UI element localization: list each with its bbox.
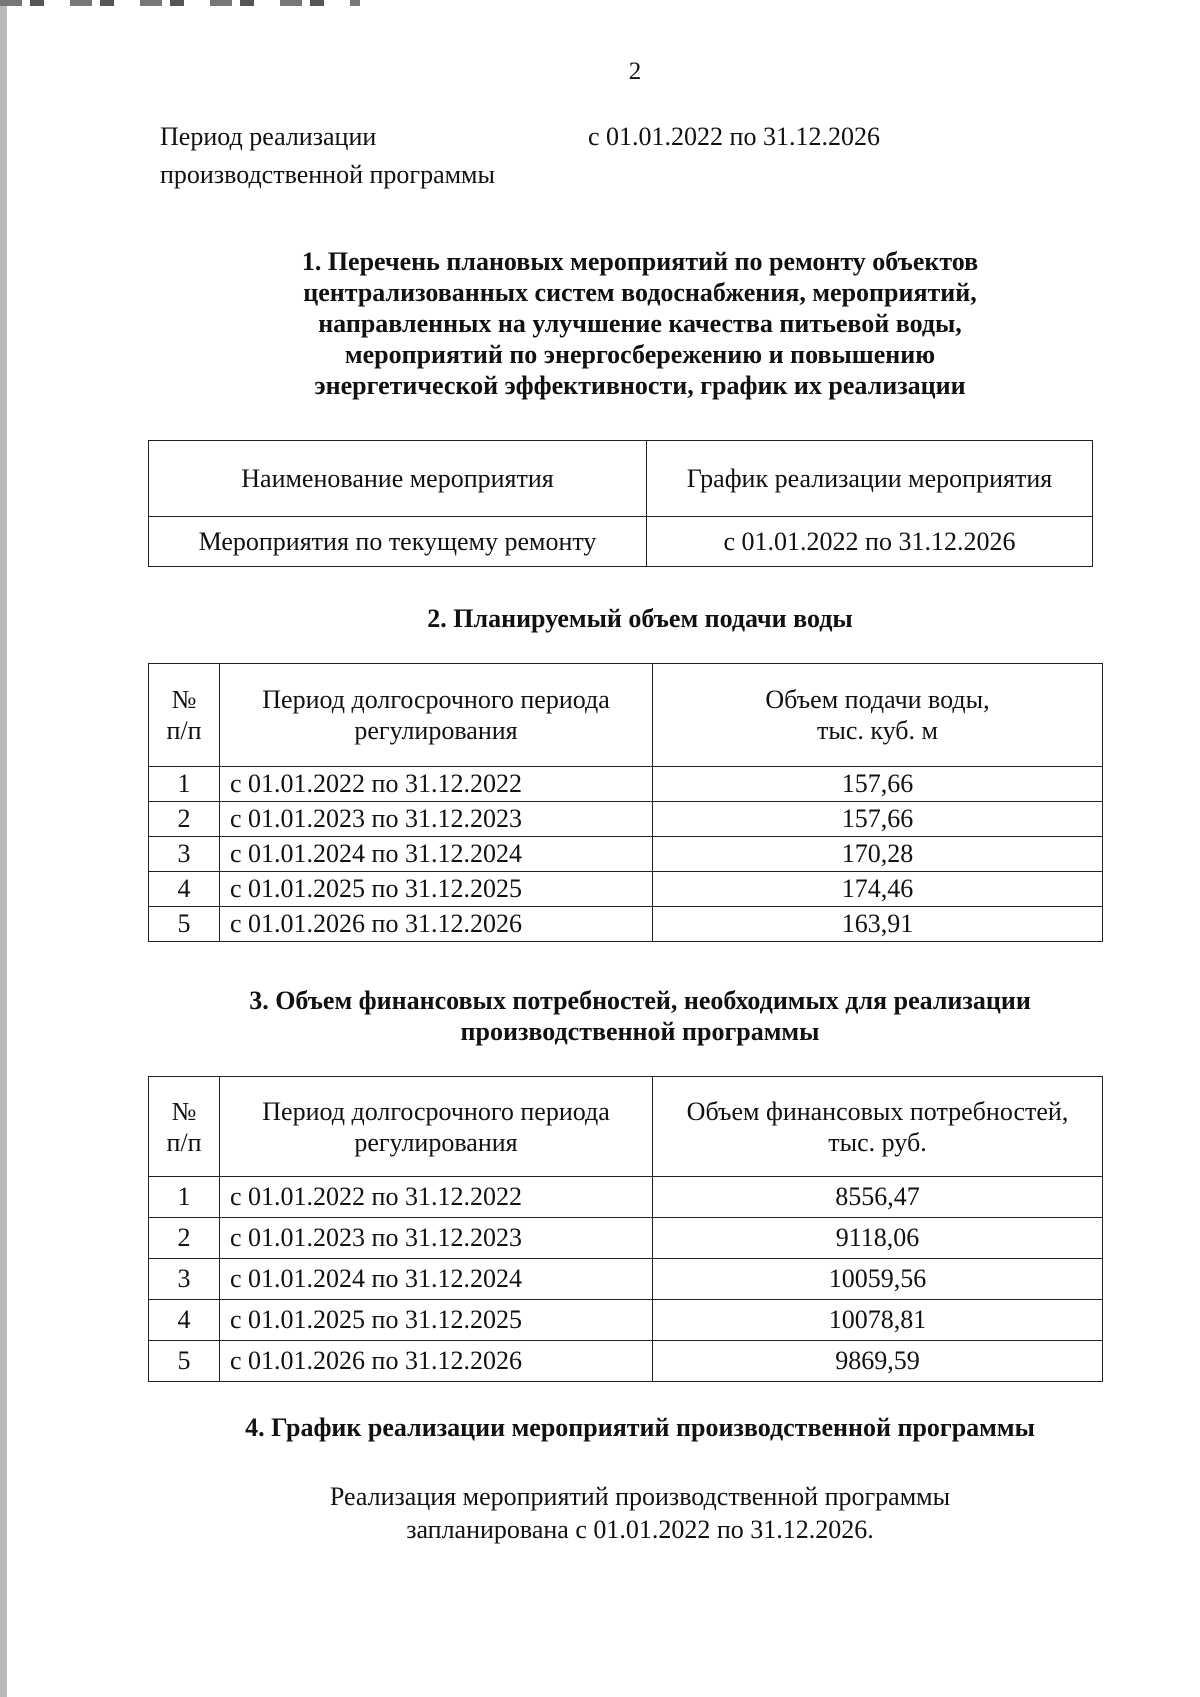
row-number: 5: [149, 1341, 220, 1382]
period-value: с 01.01.2022 по 31.12.2026: [588, 122, 880, 151]
row-value: 170,28: [653, 837, 1103, 872]
header-period-line2: регулирования: [354, 716, 518, 745]
row-period: с 01.01.2024 по 31.12.2024: [220, 1259, 653, 1300]
row-number: 4: [149, 1300, 220, 1341]
row-number: 2: [149, 1218, 220, 1259]
header-number-line2: п/п: [166, 716, 202, 745]
header-activity-name: Наименование мероприятия: [149, 441, 647, 517]
row-value: 157,66: [653, 802, 1103, 837]
row-number: 4: [149, 872, 220, 907]
header-period-line1: Период долгосрочного периода: [262, 685, 610, 714]
section4-text: [0, 1480, 1200, 1546]
header-number: [149, 664, 220, 767]
header-value-line2: тыс. куб. м: [817, 716, 938, 745]
period-label: [160, 118, 560, 194]
header-period: [220, 664, 653, 767]
section1-title-line: 1. Перечень плановых мероприятий по ремонту объектов: [301, 247, 979, 276]
section3-title: [0, 985, 1200, 1047]
row-value: 9118,06: [653, 1218, 1103, 1259]
section1-title-line: централизованных систем водоснабжения, мероприятий,: [303, 278, 977, 307]
table-row: [149, 1177, 1103, 1218]
row-period: с 01.01.2025 по 31.12.2025: [220, 1300, 653, 1341]
table-header-row: [149, 1077, 1103, 1177]
row-value: 163,91: [653, 907, 1103, 942]
table-row: [149, 802, 1103, 837]
header-period: [220, 1077, 653, 1177]
row-value: 8556,47: [653, 1177, 1103, 1218]
water-supply-table: [148, 663, 1103, 942]
activity-name: Мероприятия по текущему ремонту: [149, 517, 647, 567]
page-number: 2: [628, 58, 642, 85]
row-number: 3: [149, 1259, 220, 1300]
header-number-line1: №: [171, 1096, 197, 1126]
section4-text-line1: Реализация мероприятий производственной программы: [329, 1482, 951, 1511]
table-row: [149, 837, 1103, 872]
row-number: 1: [149, 1177, 220, 1218]
header-value-line1: Объем подачи воды,: [765, 685, 990, 714]
row-value: 10078,81: [653, 1300, 1103, 1341]
activity-schedule: с 01.01.2022 по 31.12.2026: [647, 517, 1093, 567]
table-row: [149, 907, 1103, 942]
row-value: 9869,59: [653, 1341, 1103, 1382]
row-value: 174,46: [653, 872, 1103, 907]
section2-title: 2. Планируемый объем подачи воды: [427, 604, 853, 633]
section4-text-line2: запланирована с 01.01.2022 по 31.12.2026.: [406, 1515, 874, 1544]
header-value-line2: тыс. руб.: [828, 1127, 927, 1157]
table-row: [149, 1341, 1103, 1382]
section3-title-line2: производственной программы: [460, 1017, 820, 1046]
row-value: 10059,56: [653, 1259, 1103, 1300]
row-number: 3: [149, 837, 220, 872]
section4-title: 4. График реализации мероприятий производственной программы: [245, 1413, 1035, 1442]
period-label-line1: Период реализации: [160, 122, 377, 151]
row-number: 2: [149, 802, 220, 837]
row-period: с 01.01.2026 по 31.12.2026: [220, 907, 653, 942]
row-period: с 01.01.2025 по 31.12.2025: [220, 872, 653, 907]
header-number: [149, 1077, 220, 1177]
header-number-line1: №: [171, 685, 197, 714]
header-water-volume: [653, 664, 1103, 767]
table-row: [149, 1218, 1103, 1259]
row-period: с 01.01.2022 по 31.12.2022: [220, 767, 653, 802]
section3-title-line1: 3. Объем финансовых потребностей, необходимых для реализации: [249, 986, 1031, 1015]
row-number: 5: [149, 907, 220, 942]
row-period: с 01.01.2022 по 31.12.2022: [220, 1177, 653, 1218]
header-activity-schedule: График реализации мероприятия: [647, 441, 1093, 517]
financial-needs-table: [148, 1076, 1103, 1382]
table-row: [149, 1300, 1103, 1341]
section1-title: [0, 246, 1200, 401]
section1-title-line: мероприятий по энергосбережению и повышению: [344, 340, 936, 369]
table-header-row: [149, 664, 1103, 767]
row-number: 1: [149, 767, 220, 802]
header-financial-volume: [653, 1077, 1103, 1177]
section1-title-line: направленных на улучшение качества питьевой воды,: [318, 309, 962, 338]
header-period-line1: Период долгосрочного периода: [262, 1096, 610, 1126]
table-row: [149, 872, 1103, 907]
table-row: [149, 767, 1103, 802]
row-period: с 01.01.2023 по 31.12.2023: [220, 802, 653, 837]
table-row: [149, 1259, 1103, 1300]
row-period: с 01.01.2024 по 31.12.2024: [220, 837, 653, 872]
activities-table: [148, 440, 1093, 567]
scan-top-artifact: [0, 0, 360, 6]
table-row: [149, 517, 1093, 567]
header-period-line2: регулирования: [354, 1127, 518, 1157]
row-period: с 01.01.2023 по 31.12.2023: [220, 1218, 653, 1259]
section1-title-line: энергетической эффективности, график их реализации: [314, 371, 966, 400]
table-header-row: [149, 441, 1093, 517]
period-label-line2: производственной программы: [160, 160, 495, 189]
header-value-line1: Объем финансовых потребностей,: [686, 1096, 1069, 1126]
header-number-line2: п/п: [166, 1127, 202, 1157]
row-value: 157,66: [653, 767, 1103, 802]
row-period: с 01.01.2026 по 31.12.2026: [220, 1341, 653, 1382]
